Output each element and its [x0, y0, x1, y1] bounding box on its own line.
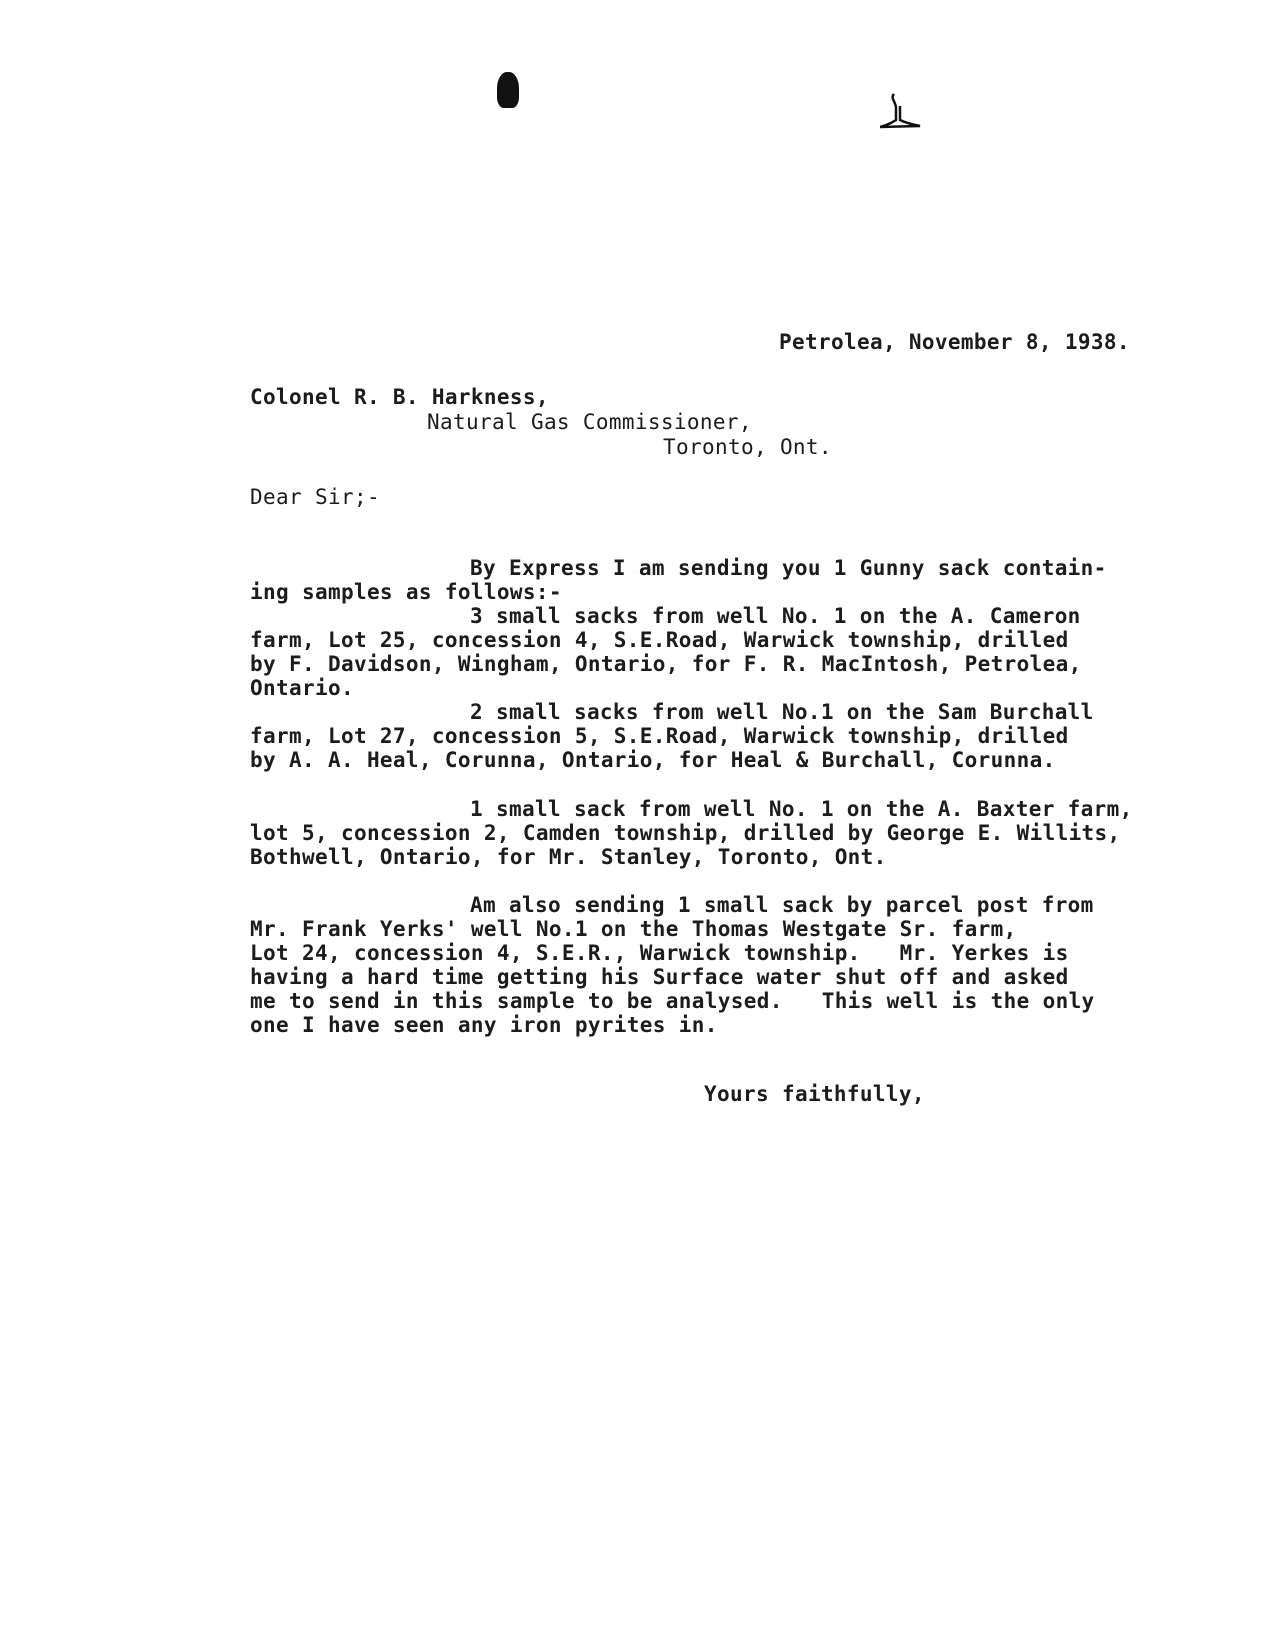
body-line: farm, Lot 25, concession 4, S.E.Road, Warwick township, drilled	[250, 628, 1069, 652]
body-line: Bothwell, Ontario, for Mr. Stanley, Toronto, Ont.	[250, 845, 887, 869]
body-line: By Express I am sending you 1 Gunny sack contain-	[470, 556, 1107, 580]
dateline: Petrolea, November 8, 1938.	[779, 330, 1130, 354]
body-line: having a hard time getting his Surface water shut off and asked	[250, 965, 1069, 989]
recipient-title: Natural Gas Commissioner,	[427, 410, 752, 434]
punch-hole-mark	[497, 72, 519, 108]
body-line: by A. A. Heal, Corunna, Ontario, for Heal & Burchall, Corunna.	[250, 748, 1056, 772]
ink-mark	[880, 90, 926, 136]
body-line: by F. Davidson, Wingham, Ontario, for F. R. MacIntosh, Petrolea,	[250, 652, 1082, 676]
recipient-name: Colonel R. B. Harkness,	[250, 385, 549, 409]
body-line: 3 small sacks from well No. 1 on the A. Cameron	[470, 604, 1081, 628]
body-line: farm, Lot 27, concession 5, S.E.Road, Warwick township, drilled	[250, 724, 1069, 748]
closing: Yours faithfully,	[704, 1082, 925, 1106]
body-line: ing samples as follows:-	[250, 580, 562, 604]
body-line: one I have seen any iron pyrites in.	[250, 1013, 718, 1037]
body-line: me to send in this sample to be analysed. This well is the only	[250, 989, 1095, 1013]
body-line: Mr. Frank Yerks' well No.1 on the Thomas Westgate Sr. farm,	[250, 917, 1017, 941]
recipient-city: Toronto, Ont.	[663, 435, 832, 459]
body-line: Ontario.	[250, 676, 354, 700]
body-line: lot 5, concession 2, Camden township, drilled by George E. Willits,	[250, 821, 1121, 845]
salutation: Dear Sir;-	[250, 485, 380, 509]
body-line: Lot 24, concession 4, S.E.R., Warwick township. Mr. Yerkes is	[250, 941, 1069, 965]
body-line: 2 small sacks from well No.1 on the Sam Burchall	[470, 700, 1094, 724]
body-line: 1 small sack from well No. 1 on the A. Baxter farm,	[470, 797, 1133, 821]
body-line: Am also sending 1 small sack by parcel post from	[470, 893, 1094, 917]
